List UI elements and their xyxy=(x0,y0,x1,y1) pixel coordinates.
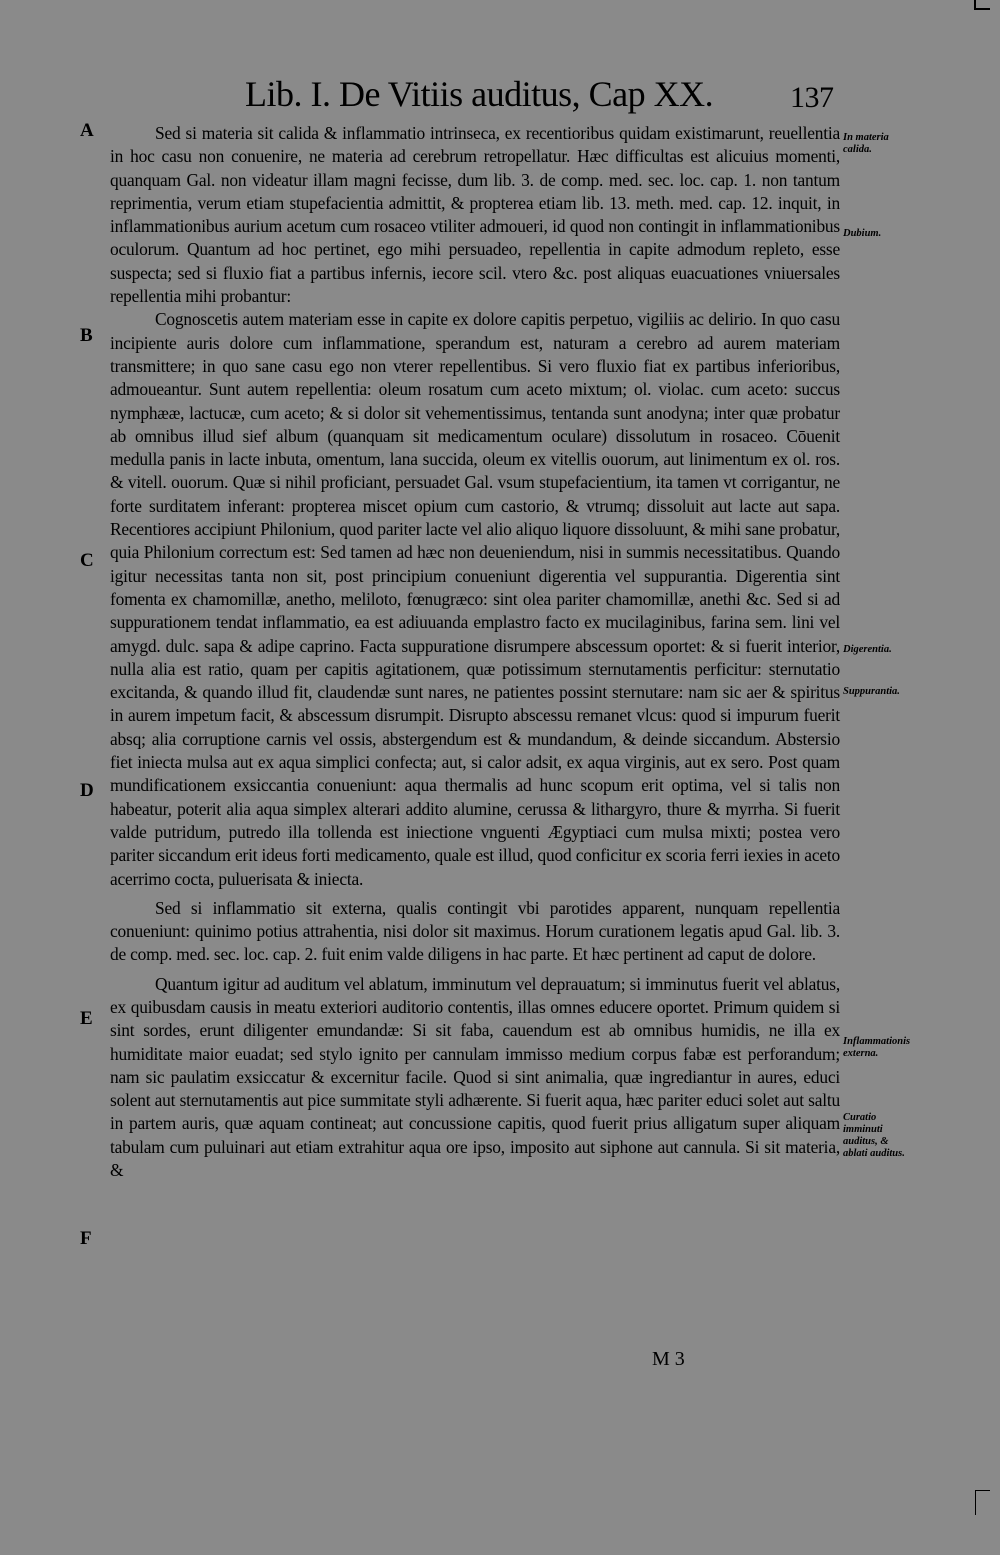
paragraph: Quantum igitur ad auditum vel ablatum, imminutum vel deprauatum; si imminutus fuerit vel ablatus, ex quibusdam causis in meatu exteriori auditorio contentis, illas omnes educere oportet. Primum quidem si sint sordes, erunt diligenter emundandæ: Si sit faba, cauendum est ab omnibus humidis, ne illa ex humiditate maior euadat; sed stylo ignito per cannulam immisso medium corpus fabæ est perforandum; nam sic paulatim exsiccatur & excernitur facile. Quod si sint animalia, quæ ingrediantur in aures, educi solent aut sternutamentis aut pice summitate styli adhærente. Si fuerit aqua, hæc pariter educi solet aut saltu in partem auris, quæ aquam contineat; aut concussione capitis, quod fuerit prius alligatum super aliquam tabulam cum puluinari aut etiam extrahitur aqua ore ipso, imposito aut siphone aut cannula. Si sit materia, & xyxy=(110,973,840,1181)
margin-letter-e: E xyxy=(80,1008,93,1029)
side-note: Curatio imminuti auditus, & ablati auditus. xyxy=(843,1112,905,1159)
running-title: Lib. I. De Vitiis auditus, Cap XX. xyxy=(245,74,714,114)
page-corner-mark xyxy=(974,8,990,10)
paragraph: Cognoscetis autem materiam esse in capite ex dolore capitis perpetuo, vigiliis ac delirio. In quo casu incipiente auris dolore cum inflammatione, sperandum est, naturam a cerebro ad aurem materiam transmittere; in quo sane casu ego non vterer repellentibus. Si vero fluxio fiat ex partibus inferioribus, admoueantur. Sunt autem repellentia: oleum rosatum cum aceto mixtum; ol. violac. cum aceto: succus nymphææ, lactucæ, cum aceto; & si dolor sit vehementissimus, tentanda sunt anodyna; inter quæ probatur ab omnibus illud sief album (quanquam sit medicamentum oculare) dissolutum in rosaceo. Cōuenit medulla panis in lacte inbuta, omentum, lana succida, oleum ex vitellis ouorum, aut linimentum ex ol. ros. & vitell. ouorum. Quæ si nihil proficiant, persuadet Gal. vsum stupefacientium, ita tamen vt corrigantur, ne forte surditatem inferant: propterea miscet opium cum castorio, & vtrumq; dissoluit aut lacte aut sapa. Recentiores accipiunt Philonium, quod pariter lacte vel alio aliquo liquore dissoluunt, & mihi sane probatur, quia Philonium correctum est: Sed tamen ad hæc non deueniendum, nisi in summis necessitatibus. Quando igitur necessitas tanta non sit, post principium conueniunt digerentia vel suppurantia. Digerentia sint fomenta ex chamomillæ, anetho, meliloto, fœnugræco: sint olea pariter chamomillæ, anethi &c. Sed si ad suppurationem tendat inflammatio, ea est adiuuanda emplastro facto ex mucilaginibus, farina sem. lini vel amygd. dulc. sapa & adipe caprino. Facta suppuratione disrumpere abscessum oportet: & si fuerit interior, nulla alia est ratio, quam per capitis agitationem, quæ potissimum sternutamentis perficitur: sternutatio excitanda, & quando illud fit, claudendæ sunt nares, ne patientes possint sternutare: nam sic aer & spiritus in aurem impetum facit, & abscessum disrumpit. Disrupto abscessu remanet vlcus: quod si impurum fuerit absq; alia corruptione carnis vel ossis, abstergendum est & mundandum, & deinde siccandum. Abstersio fiet iniecta mulsa aut ex aqua simplici confecta; aut, si calor adsit, ex aqua virginis, aut ex sero. Post quam mundificationem exsiccantia conueniunt: aqua thermalis ad hunc scopum erit optima, vel si talis non habeatur, poterit alia aqua simplex alterari addito alumine, cerussa & lithargyro, thure & myrrha. Si fuerit valde putridum, putredo illa tollenda est iniectione vnguenti Ægyptiaci cum mulsa mixti; postea vero pariter siccandum erit ideus forti medicamento, quale est illud, quod conficitur ex scoria ferri iexies in aceto acerrimo cocta, puluerisata & iniecta. xyxy=(110,309,840,889)
paragraph: Sed si materia sit calida & inflammatio intrinseca, ex recentioribus quidam existimarunt, reuellentia in hoc casu non conuenire, ne materia ad cerebrum retropellatur. Hæc difficultas est alicuius momenti, quanquam Gal. non videatur illam magni fecisse, dum lib. 3. de comp. med. sec. loc. cap. 1. non tantum reprimentia, verum etiam stupefacientia admittit, & propterea etiam lib. 13. meth. med. cap. 12. inquit, in inflammationibus aurium acetum cum rosaceo vtiliter admoueri, id quod non contingit in inflammationibus oculorum. Quantum ad hoc pertinet, ego mihi persuadeo, repellentia in capite admodum repleto, esse suspecta; sed si fluxio fiat a partibus infernis, iecore scil. vtero &c. post aliquas euacuationes vniuersales repellentia mihi probantur: xyxy=(110,123,840,307)
page-corner-mark xyxy=(975,1490,990,1515)
margin-letter-d: D xyxy=(80,780,94,801)
margin-letter-b: B xyxy=(80,325,93,346)
margin-letter-f: F xyxy=(80,1228,92,1249)
margin-letter-a: A xyxy=(80,120,94,141)
side-note: In materia calida. xyxy=(843,132,889,155)
running-header xyxy=(245,72,845,116)
side-note: Digerentia. xyxy=(843,644,892,655)
side-note: Dubium. xyxy=(843,228,882,239)
side-note: Suppurantia. xyxy=(843,686,900,697)
page-number: 137 xyxy=(790,81,834,114)
body-text xyxy=(110,122,840,1182)
margin-letter-c: C xyxy=(80,550,94,571)
paragraph: Sed si inflammatio sit externa, qualis contingit vbi parotides apparent, nunquam repellentia conueniunt: quinimo potius attrahentia, nisi dolor sit maximus. Horum curationem legatis apud Gal. lib. 3. de comp. med. sec. loc. cap. 2. fuit enim valde diligens in hac parte. Et hæc pertinent ad caput de dolore. xyxy=(110,897,840,965)
signature-mark: M 3 xyxy=(652,1348,685,1370)
side-note: Inflammationis externa. xyxy=(843,1036,911,1059)
